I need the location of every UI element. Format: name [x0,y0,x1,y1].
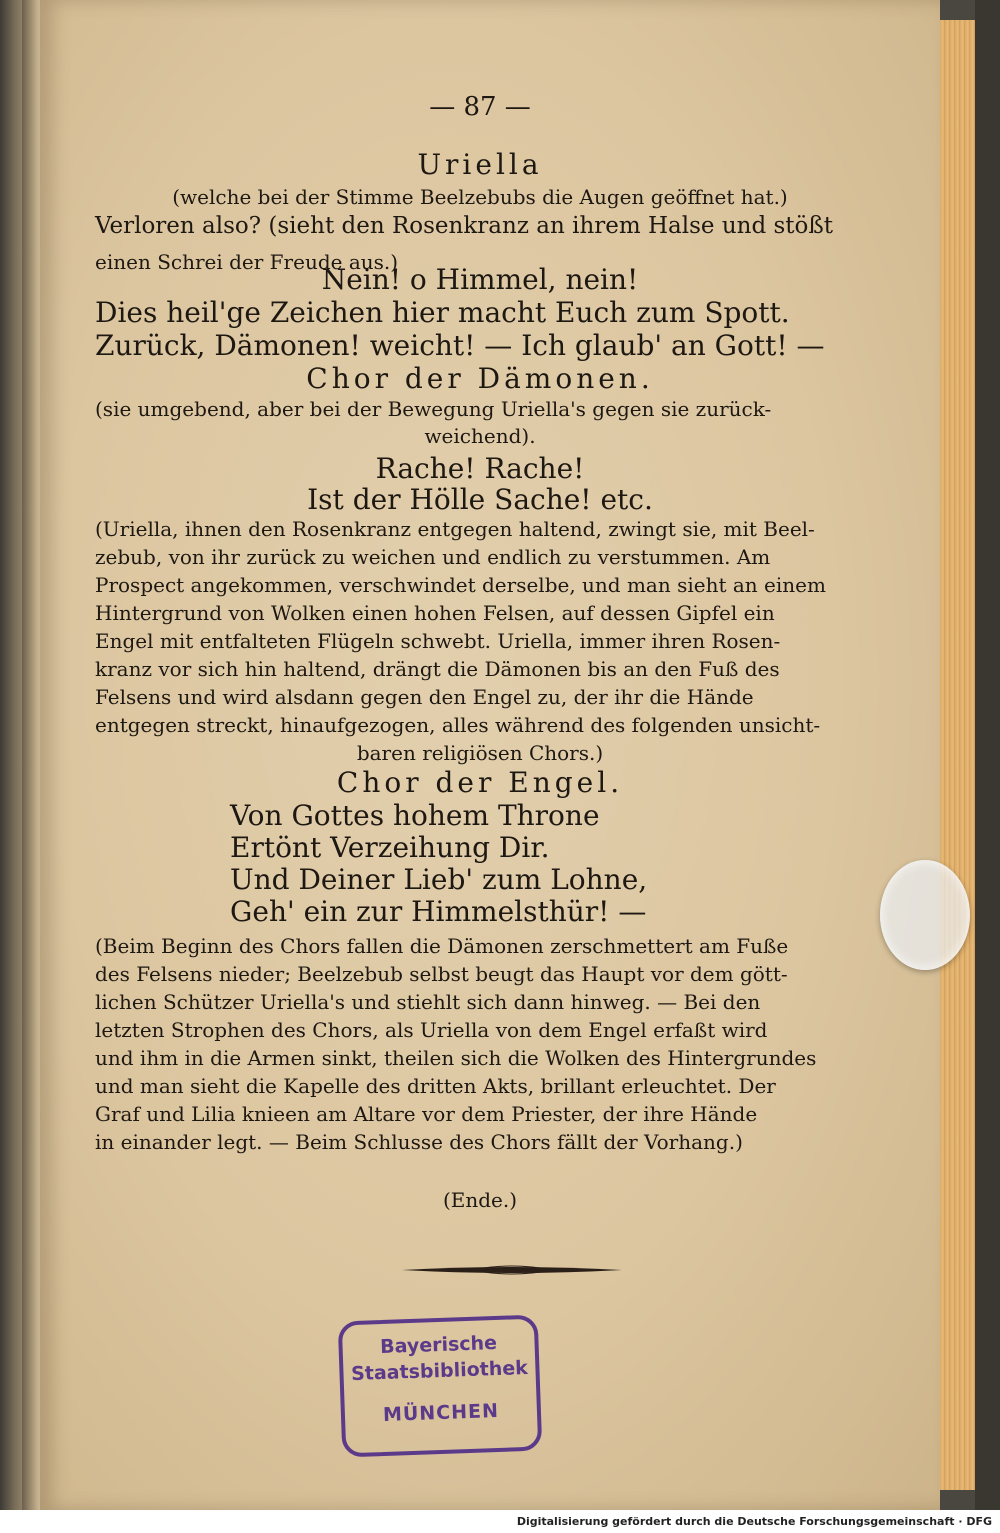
text-line: Ertönt Verzeihung Dir. [230,831,550,864]
text-line: in einander legt. — Beim Schlusse des Chors fällt der Vorhang.) [95,1130,743,1154]
text-line: Graf und Lilia knieen am Altare vor dem Priester, der ihre Hände [95,1102,758,1126]
dfg-credit: Digitalisierung gefördert durch die Deutsche Forschungsgemeinschaft · DFG [516,1515,992,1528]
text-line: Zurück, Dämonen! weicht! — Ich glaub' an Gott! — [95,329,825,362]
book-page [40,0,940,1510]
text-line: (Ende.) [442,1188,518,1212]
text-line: und ihm in die Armen sinkt, theilen sich die Wolken des Hintergrundes [95,1046,817,1070]
text-line: und man sieht die Kapelle des dritten Akts, brillant erleuchtet. Der [95,1074,776,1098]
text-line: Hintergrund von Wolken einen hohen Felsen, auf dessen Gipfel ein [95,601,775,625]
text-line: Felsens und wird alsdann gegen den Engel zu, der ihr die Hände [95,685,754,709]
text-line: Dies heil'ge Zeichen hier macht Euch zum Spott. [95,296,790,329]
text-line: Chor der Engel. [336,766,624,799]
text-line: Uriella [417,148,543,181]
text-line: Nein! o Himmel, nein! [321,263,639,296]
text-line: baren religiösen Chors.) [356,741,604,765]
text-line: (welche bei der Stimme Beelzebubs die Augen geöffnet hat.) [172,185,788,209]
text-line: Rache! Rache! [375,452,585,485]
stamp-line-1: Bayerische [379,1331,498,1359]
library-stamp [338,1315,543,1458]
page-clip [880,860,970,970]
stamp-line-3: MÜNCHEN [382,1399,500,1427]
text-line: (Beim Beginn des Chors fallen die Dämonen zerschmettert am Fuße [95,934,789,958]
background-edge [975,0,1000,1510]
text-line: des Felsens nieder; Beelzebub selbst beugt das Haupt vor dem gött- [95,962,788,986]
text-line: Ist der Hölle Sache! etc. [307,483,653,516]
text-line: (Uriella, ihnen den Rosenkranz entgegen haltend, zwingt sie, mit Beel- [95,517,815,541]
text-line: Von Gottes hohem Throne [230,799,600,832]
text-line: Geh' ein zur Himmelsthür! — [230,895,647,928]
text-line: entgegen streckt, hinaufgezogen, alles während des folgenden unsicht- [95,713,821,737]
text-line: kranz vor sich hin haltend, drängt die Dämonen bis an den Fuß des [95,657,780,681]
text-line: Engel mit entfalteten Flügeln schwebt. Uriella, immer ihren Rosen- [95,629,781,653]
text-line: (sie umgebend, aber bei der Bewegung Uriella's gegen sie zurück- [95,397,772,421]
text-line: Verloren also? (sieht den Rosenkranz an ihrem Halse und stößt [95,213,833,239]
end-ornament [402,1262,622,1278]
page-number: — 87 — [429,92,531,122]
text-line: Und Deiner Lieb' zum Lohne, [230,863,648,896]
text-line: zebub, von ihr zurück zu weichen und endlich zu verstummen. Am [95,545,771,569]
text-line: Prospect angekommen, verschwindet derselbe, und man sieht an einem [95,573,826,597]
text-line: Chor der Dämonen. [306,362,654,395]
text-line: weichend). [424,424,536,448]
text-line: letzten Strophen des Chors, als Uriella von dem Engel erfaßt wird [95,1018,768,1042]
text-line: lichen Schützer Uriella's und stiehlt sich dann hinweg. — Bei den [95,990,761,1014]
stamp-line-2: Staatsbibliothek [350,1356,529,1386]
text-line: einen Schrei der Freude aus.) [95,250,399,274]
